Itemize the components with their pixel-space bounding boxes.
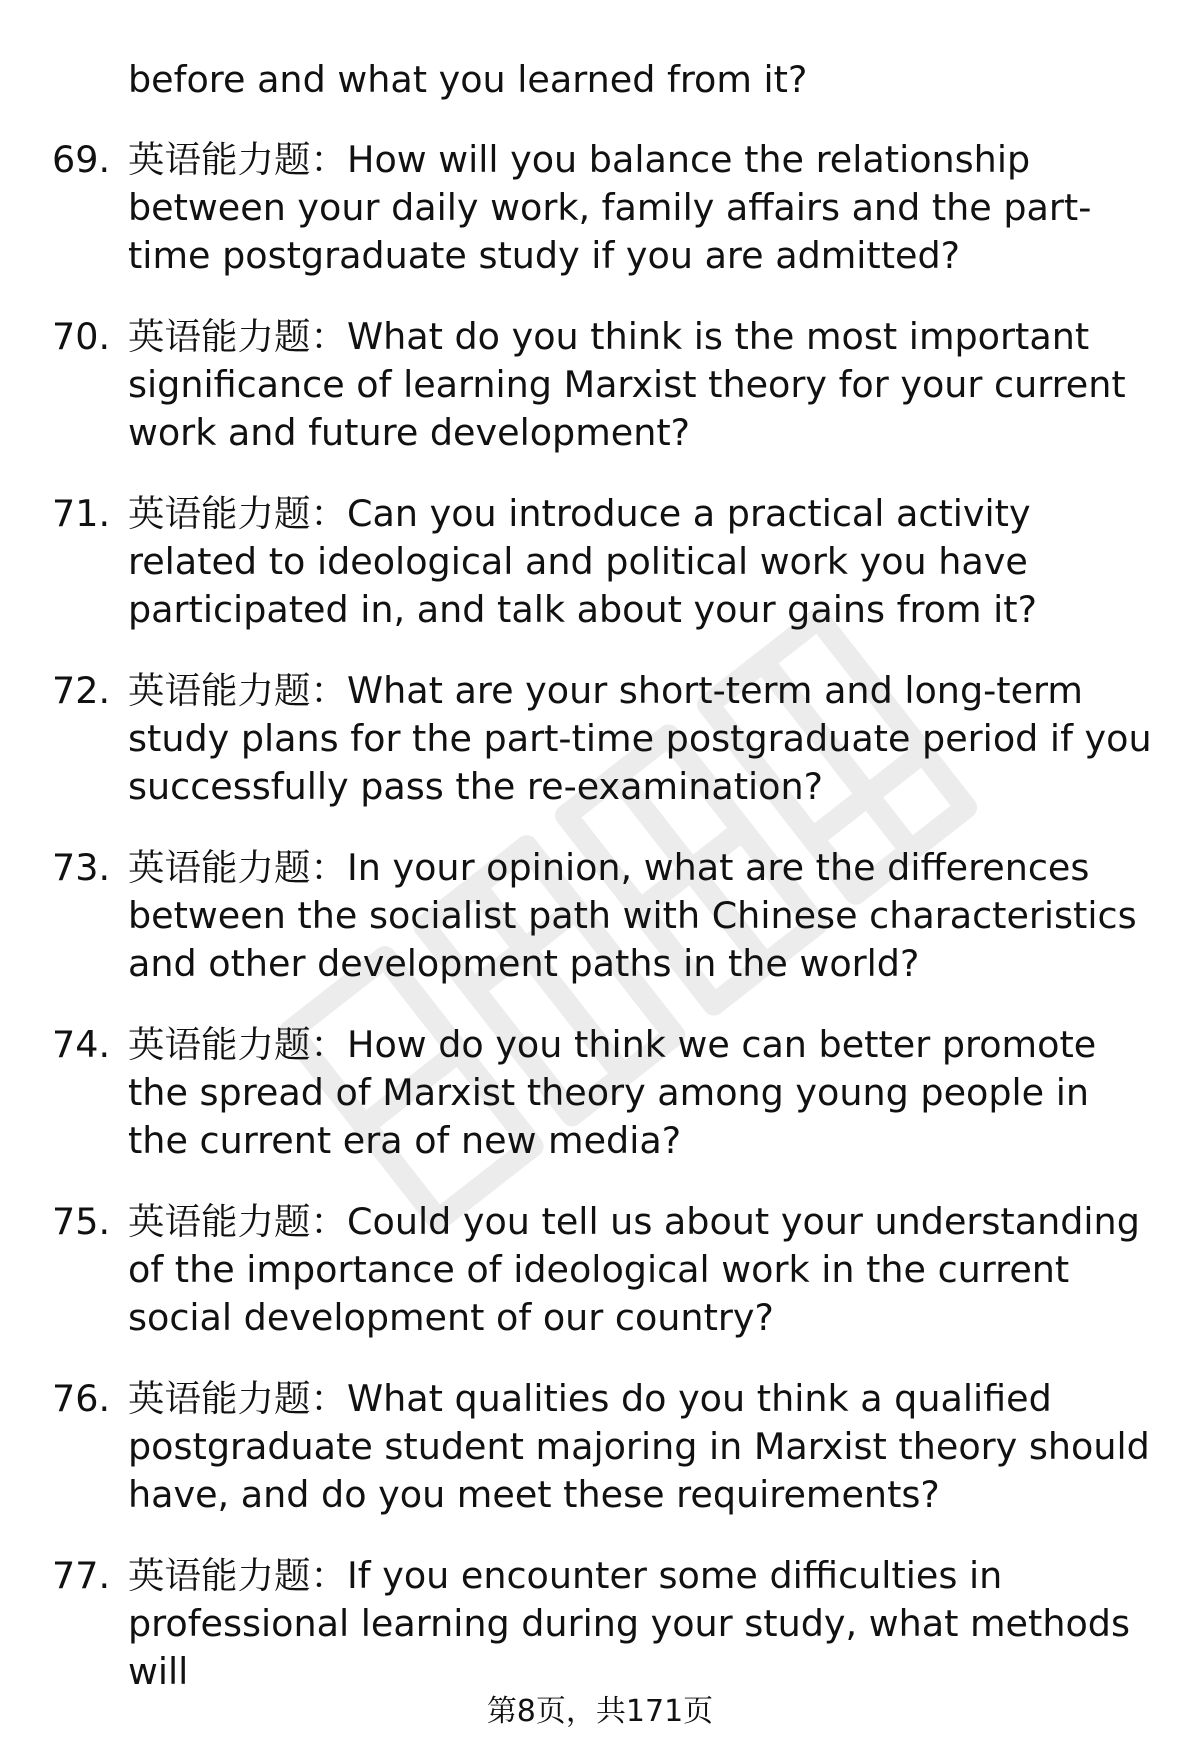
question-tag: 英语能力题： (128, 846, 347, 889)
question-item (0, 1375, 1158, 1519)
question-item (0, 490, 1158, 634)
page-footer: 第8页，共171页 (486, 1694, 714, 1729)
question-number: 76. (52, 1377, 111, 1420)
question-text: What do you think is the most important significance of learning Marxist theory for your current work and future development? (128, 315, 1126, 454)
question-text: How will you balance the relationship between your daily work, family affairs and the part-time postgraduate study if you are admitted? (128, 138, 1092, 277)
question-number: 71. (52, 492, 111, 535)
question-tag: 英语能力题： (128, 1200, 347, 1243)
question-number: 69. (52, 138, 111, 181)
question-tag: 英语能力题： (128, 315, 347, 358)
question-item (0, 667, 1158, 811)
question-tag: 英语能力题： (128, 1377, 347, 1420)
question-list-container (0, 56, 1200, 1729)
question-item (0, 844, 1158, 988)
question-number: 75. (52, 1200, 111, 1243)
question-text: Can you introduce a practical activity related to ideological and political work you have participated in, and talk about your gains from it? (128, 492, 1037, 631)
question-text: What are your short-term and long-term study plans for the part-time postgraduate period if you successfully pass the re-examination? (128, 669, 1152, 808)
question-number: 73. (52, 846, 111, 889)
question-number: 74. (52, 1023, 111, 1066)
question-text: In your opinion, what are the differences between the socialist path with Chinese characteristics and other development paths in the world? (128, 846, 1137, 985)
question-tag: 英语能力题： (128, 1554, 347, 1597)
question-item (0, 1552, 1158, 1696)
question-item (0, 313, 1158, 457)
question-tag: 英语能力题： (128, 492, 347, 535)
question-tag: 英语能力题： (128, 138, 347, 181)
question-text: How do you think we can better promote the spread of Marxist theory among young people in the current era of new media? (128, 1023, 1097, 1162)
question-number: 70. (52, 315, 111, 358)
question-item (0, 1021, 1158, 1165)
question-text: Could you tell us about your understanding of the importance of ideological work in the current social development of our country? (128, 1200, 1140, 1339)
question-number: 72. (52, 669, 111, 712)
question-text: If you encounter some difficulties in professional learning during your study, what methods will (128, 1554, 1130, 1693)
question-text: What qualities do you think a qualified postgraduate student majoring in Marxist theory should have, and do you meet these requirements? (128, 1377, 1150, 1516)
question-item (0, 136, 1158, 280)
question-number: 77. (52, 1554, 111, 1597)
question-tag: 英语能力题： (128, 1023, 347, 1066)
question-tag: 英语能力题： (128, 669, 347, 712)
question-item (0, 1198, 1158, 1342)
question-list (0, 136, 1200, 1696)
continuation-text: before and what you learned from it? (128, 58, 808, 101)
